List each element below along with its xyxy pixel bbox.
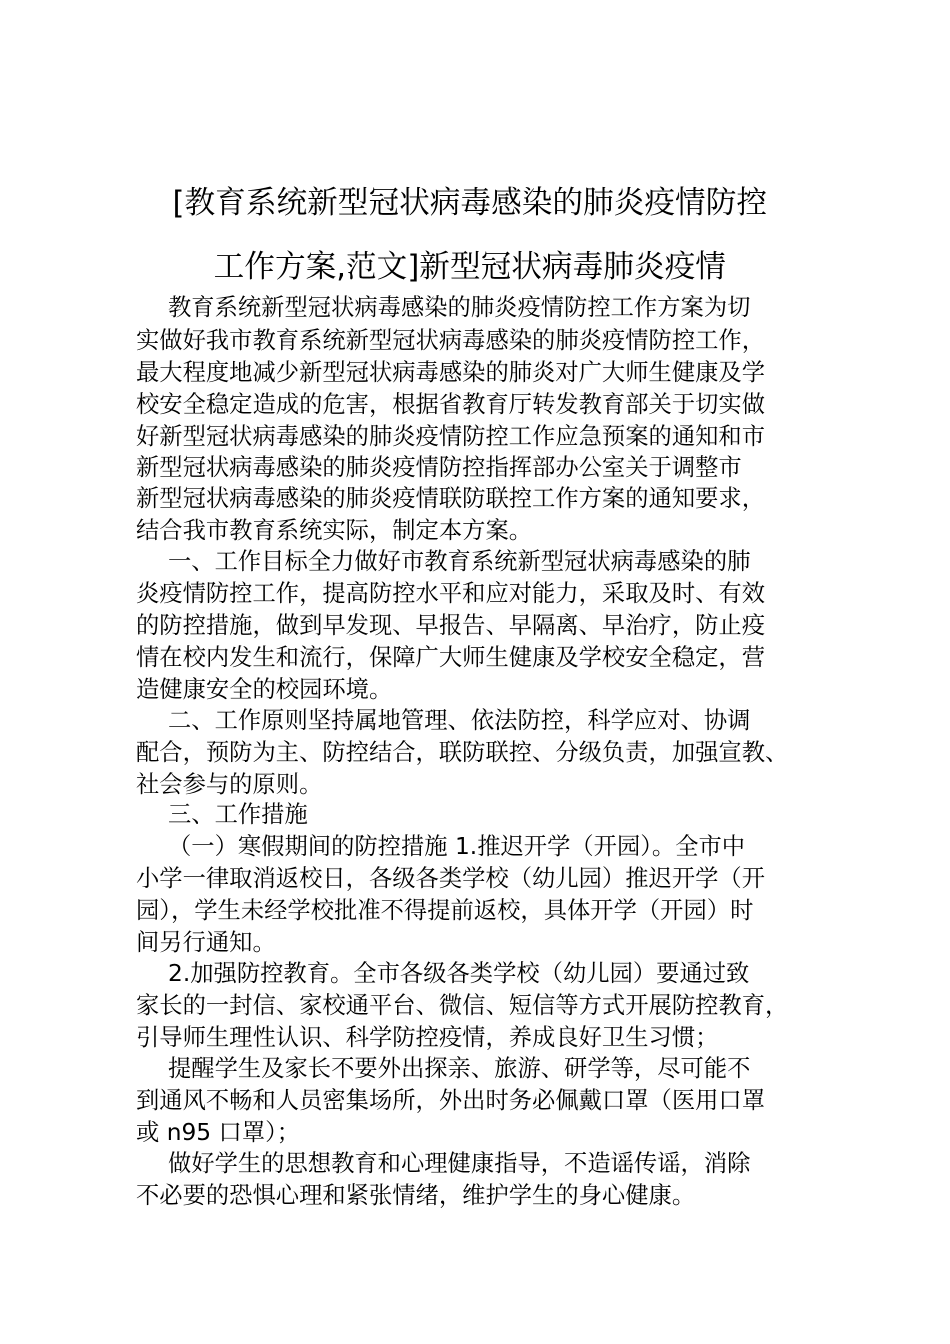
paragraph-line: 新型冠状病毒感染的肺炎疫情联防联控工作方案的通知要求， <box>136 485 766 512</box>
paragraph-line: 最大程度地减少新型冠状病毒感染的肺炎对广大师生健康及学 <box>136 359 766 386</box>
paragraph-line: 的防控措施，做到早发现、早报告、早隔离、早治疗，防止疫 <box>136 612 766 639</box>
paragraph-line: 不必要的恐惧心理和紧张情绪，维护学生的身心健康。 <box>136 1182 696 1209</box>
paragraph-line: 做好学生的思想教育和心理健康指导，不造谣传谣，消除 <box>168 1150 751 1177</box>
paragraph-line: 社会参与的原则。 <box>136 771 323 798</box>
paragraph-line: 教育系统新型冠状病毒感染的肺炎疫情防控工作方案为切 <box>168 294 751 321</box>
paragraph-line: （一）寒假期间的防控措施 1.推迟开学（开园）。全市中 <box>168 833 746 860</box>
paragraph-line: 一、工作目标全力做好市教育系统新型冠状病毒感染的肺 <box>168 548 751 575</box>
paragraph-line: 情在校内发生和流行，保障广大师生健康及学校安全稳定，营 <box>136 644 766 671</box>
document-title-line-2: 工作方案,范文]新型冠状病毒肺炎疫情 <box>213 249 726 285</box>
paragraph-line: 校安全稳定造成的危害，根据省教育厅转发教育部关于切实做 <box>136 391 766 418</box>
paragraph-line: 炎疫情防控工作，提高防控水平和应对能力，采取及时、有效 <box>136 580 766 607</box>
section-heading: 三、工作措施 <box>168 801 308 828</box>
paragraph-line: 结合我市教育系统实际，制定本方案。 <box>136 517 533 544</box>
paragraph-line: 提醒学生及家长不要外出探亲、旅游、研学等，尽可能不 <box>168 1055 751 1082</box>
document-title-line-1: [教育系统新型冠状病毒感染的肺炎疫情防控 <box>172 185 768 221</box>
paragraph-line: 新型冠状病毒感染的肺炎疫情防控指挥部办公室关于调整市 <box>136 454 742 481</box>
paragraph-line: 小学一律取消返校日，各级各类学校（幼儿园）推迟开学（开 <box>136 865 766 892</box>
paragraph-line: 引导师生理性认识、科学防控疫情，养成良好卫生习惯； <box>136 1024 719 1051</box>
paragraph-line: 造健康安全的校园环境。 <box>136 676 393 703</box>
paragraph-line: 实做好我市教育系统新型冠状病毒感染的肺炎疫情防控工作， <box>136 327 766 354</box>
paragraph-line: 2.加强防控教育。全市各级各类学校（幼儿园）要通过致 <box>168 960 750 987</box>
paragraph-line: 二、工作原则坚持属地管理、依法防控，科学应对、协调 <box>168 707 751 734</box>
paragraph-line: 好新型冠状病毒感染的肺炎疫情防控工作应急预案的通知和市 <box>136 423 766 450</box>
paragraph-line: 园），学生未经学校批准不得提前返校，具体开学（开园）时 <box>136 897 754 924</box>
paragraph-line: 间另行通知。 <box>136 929 276 956</box>
paragraph-line: 到通风不畅和人员密集场所，外出时务必佩戴口罩（医用口罩 <box>136 1087 766 1114</box>
paragraph-line: 配合，预防为主、防控结合，联防联控、分级负责，加强宣教、 <box>136 739 789 766</box>
paragraph-line: 或 n95 口罩）； <box>136 1119 301 1146</box>
paragraph-line: 家长的一封信、家校通平台、微信、短信等方式开展防控教育， <box>136 992 789 1019</box>
